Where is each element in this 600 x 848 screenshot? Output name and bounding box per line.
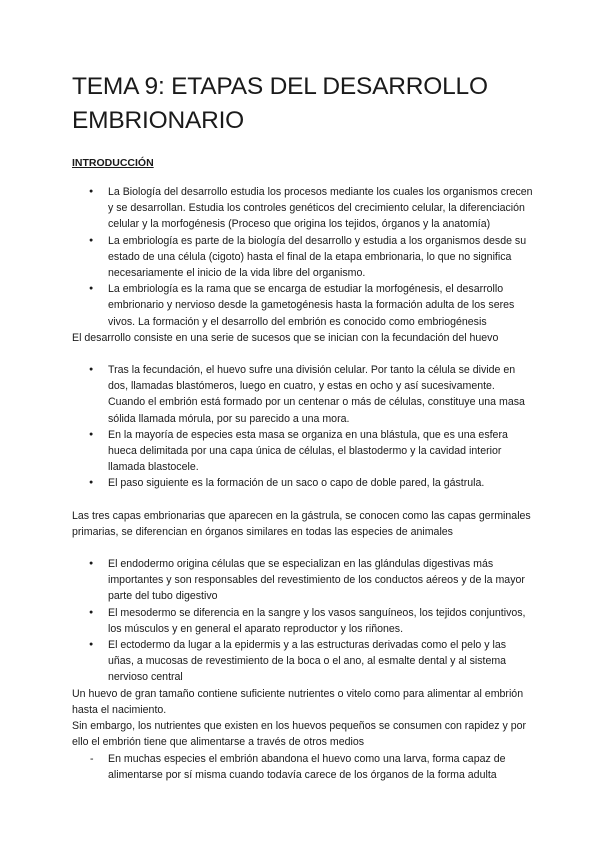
page-title: TEMA 9: ETAPAS DEL DESARROLLO EMBRIONARIO [72,73,488,134]
section-heading: INTRODUCCIÓN [72,157,154,169]
paragraph: Las tres capas embrionarias que aparecen en la gástrula, se conocen como las capas germinales primarias, se diferencian en órganos similares en todas las especies de animales [72,509,531,538]
list-item: ● El endodermo origina células que se especializan en las glándulas digestivas más importantes y son responsables del revestimiento de los conductos aéreos y de la mayor parte del tubo digestivo [72,556,534,605]
list-item: ● Tras la fecundación, el huevo sufre una división celular. Por tanto la célula se divide en dos, llamadas blastómeros, luego en cuatro, y estas en ocho y así sucesivamente. Cuando el embrión está formado por un centenar o más de células, constituye una masa sólida llamada mórula, por su parecido a una mora. [72,362,534,427]
bullet-list-development [72,362,534,492]
spacer [72,492,534,508]
list-item: ● El ectodermo da lugar a la epidermis y a las estructuras derivadas como el pelo y las uñas, a mucosas de revestimiento de la boca o el ano, al esmalte dental y al sistema nervioso central [72,637,534,686]
paragraph: Un huevo de gran tamaño contiene suficiente nutrientes o vitelo como para alimentar al embrión hasta el nacimiento. [72,687,524,716]
list-item: - En muchas especies el embrión abandona el huevo como una larva, forma capaz de alimentarse por sí misma cuando todavía carece de los órganos de la forma adulta [72,751,534,783]
list-item: ● La embriología es parte de la biología del desarrollo y estudia a los organismos desde su estado de una célula (cigoto) hasta el final de la etapa embrionaria, lo que no significa necesariamente el inicio de la vida libre del organismo. [72,233,534,282]
paragraph: Sin embargo, los nutrientes que existen en los huevos pequeños se consumen con rapidez y por ello el embrión tiene que alimentarse a través de otros medios [72,720,527,749]
list-item: ● En la mayoría de especies esta masa se organiza en una blástula, que es una esfera hueca delimitada por una capa única de células, el blastodermo y la cavidad interior llamada blastocele. [72,427,534,476]
dash-list [72,751,534,783]
list-item: ● La Biología del desarrollo estudia los procesos mediante los cuales los organismos crecen y se desarrollan. Estudia los controles genéticos del crecimiento celular, la diferenciación celular y la morfogénesis (Proceso que origina los tejidos, órganos y la anatomía) [72,184,534,233]
bullet-list-layers [72,556,534,686]
list-item: ● La embriología es la rama que se encarga de estudiar la morfogénesis, el desarrollo embrionario y nervioso desde la gametogénesis hasta la formación adulta de los seres vivos. La formación y el desarrollo del embrión es conocido como embriogénesis [72,281,534,330]
paragraph: El desarrollo consiste en una serie de sucesos que se inician con la fecundación del huevo [72,331,499,344]
list-item: ● El mesodermo se diferencia en la sangre y los vasos sanguíneos, los tejidos conjuntivos, los músculos y en general el aparato reproductor y los riñones. [72,605,534,637]
spacer [72,346,534,362]
spacer [72,540,534,556]
list-item: ● El paso siguiente es la formación de un saco o capo de doble pared, la gástrula. [72,475,534,491]
document-page [72,70,534,783]
bullet-list-intro [72,184,534,330]
